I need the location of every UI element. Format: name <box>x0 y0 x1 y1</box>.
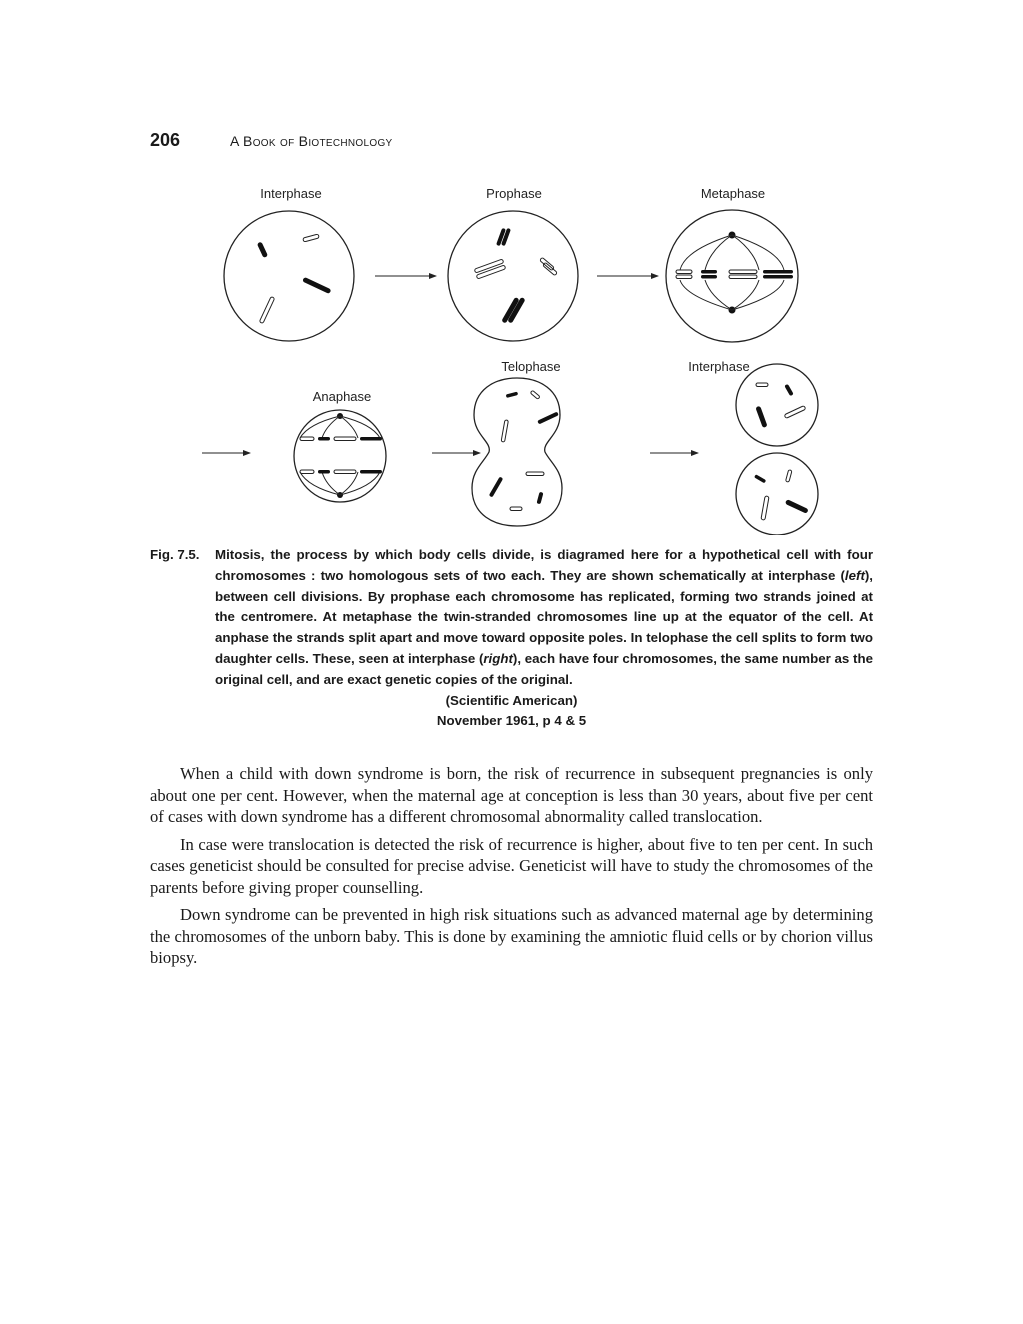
page-number: 206 <box>150 130 181 150</box>
caption-label: Fig. 7.5. <box>150 547 200 562</box>
cell-interphase-end-top <box>736 364 818 446</box>
label-anaphase: Anaphase <box>312 389 372 404</box>
caption-text <box>215 545 873 691</box>
running-head <box>150 130 873 156</box>
cell-interphase-end-bottom <box>736 453 818 535</box>
body-paragraph: When a child with down syndrome is born, the risk of recurrence in subsequent pregnancies is only about one per cent. However, when the maternal age at conception is less than 30 years, about five per cent of cases with down syndrome has a different chromosomal abnormality called translocation. <box>150 764 873 826</box>
caption-emphasis-left: left <box>844 567 865 583</box>
figure-caption <box>150 545 873 732</box>
label-interphase-start: Interphase <box>260 186 322 201</box>
body-text <box>150 763 873 975</box>
cell-interphase-start <box>224 211 354 341</box>
mitosis-figure <box>190 180 840 535</box>
mitosis-diagram <box>190 180 840 535</box>
cell-anaphase <box>294 410 386 502</box>
cell-prophase <box>448 211 578 341</box>
caption-text-part-1: Mitosis, the process by which body cells divide, is diagramed here for a hypothetical cell with four chromosomes : two homologous sets of two each. They are shown schematically at interphase ( <box>215 547 873 583</box>
label-telophase: Telophase <box>501 359 561 374</box>
cell-telophase <box>472 378 562 526</box>
caption-emphasis-right: right <box>483 650 513 666</box>
label-interphase-end: Interphase <box>688 359 750 374</box>
caption-text-part-3: ), each have four chromosomes, the same number as the original cell, and are exact genetic copies of the original. <box>215 650 873 687</box>
cell-metaphase <box>666 210 798 342</box>
label-metaphase: Metaphase <box>700 186 766 201</box>
body-paragraph: Down syndrome can be prevented in high risk situations such as advanced maternal age by determining the chromosomes of the unborn baby. This is done by examining the amniotic fluid cells or by chorion villus biopsy. <box>150 905 873 967</box>
body-paragraph: In case were translocation is detected the risk of recurrence is higher, about five to ten per cent. In such cases geneticist should be consulted for precise advise. Geneticist will have to study the chromosomes of the parents before giving proper counselling. <box>150 834 873 897</box>
book-title: A Book of Biotechnology <box>230 133 393 149</box>
source-line-2: November 1961, p 4 & 5 <box>436 713 587 729</box>
label-prophase: Prophase <box>486 186 542 201</box>
caption-text-part-2: ), between cell divisions. By prophase each chromosome has replicated, forming two strands joined at the centromere. At metaphase the twin-stranded chromosomes line up at the equator of the cell. At anphase the strands split apart and move toward opposite poles. In telophase the cell splits to form two daughter cells. These, seen at interphase ( <box>215 567 873 666</box>
source-line-1: (Scientific American) <box>445 692 578 708</box>
